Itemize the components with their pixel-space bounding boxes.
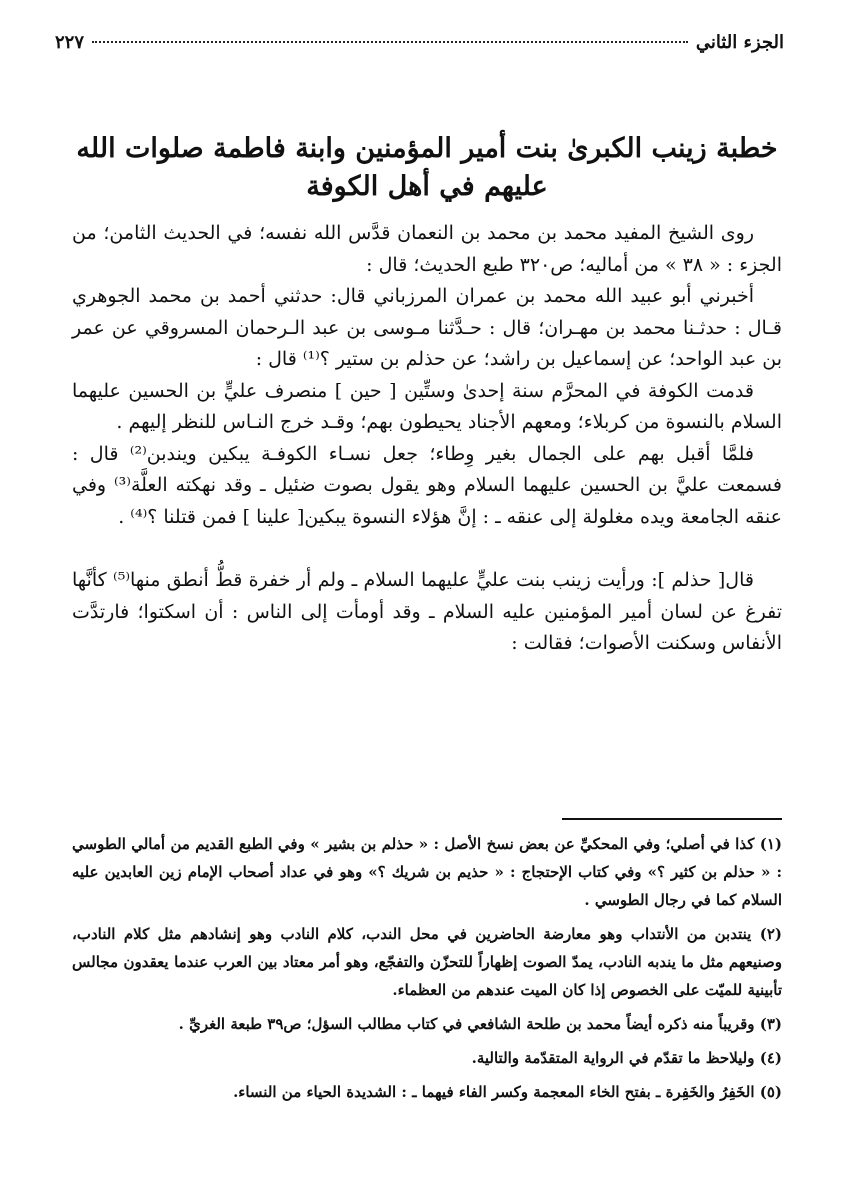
paragraph: أخبرني أبو عبيد الله محمد بن عمران المرزباني قال: حدثني أحمد بن محمد الجوهري قـال : حدثـنا محمد بن مهـران؛ قال : حـدَّثنا مـوسى بن عبد الـرحمان المسروقي عن عمر بن عبد الواحد؛ عن إسماعيل بن راشد؛ عن حذلم بن ستير ؟⁽¹⁾ قال : xyxy=(72,285,782,370)
section-title: خطبة زينب الكبرىٰ بنت أمير المؤمنين وابنة فاطمة صلوات الله عليهم في أهل الكوفة xyxy=(76,133,778,202)
main-text xyxy=(72,218,782,660)
dotted-leader xyxy=(92,41,688,43)
footnotes xyxy=(72,830,782,1112)
footnote: (٢) ينتدبن من الأنتداب وهو معارضة الحاضرين في محل الندب، كلام النادب وهو إنشادهم مثل كلام النادب، وصنيعهم مثل ما يندبه النادب، يمدّ الصوت إظهاراً للتحزّن والتفجّع، وهو أمر معتاد بين العرب عندما يعقدون مجالس تأبينية للميّت على الخصوص إذا كان الميت عندهم من العظماء. xyxy=(72,925,782,999)
page-number: ٢٢٧ xyxy=(55,31,85,53)
footnote: (٣) وقريباً منه ذكره أيضاً محمد بن طلحة الشافعي في كتاب مطالب السؤل؛ ص٣٩ طبعة الغريِّ . xyxy=(178,1015,782,1033)
running-header xyxy=(55,22,784,62)
footnote: (٤) وليلاحظ ما تقدّم في الرواية المتقدّمة والتالية. xyxy=(471,1049,782,1067)
footnote: (١) كذا في أصلي؛ وفي المحكيِّ عن بعض نسخ الأصل : « حذلم بن بشير » وفي الطبع القديم من أمالي الطوسي : « حذلم بن كثير ؟» وفي كتاب الإحتجاج : « حذيم بن شريك ؟» وهو في عداد أصحاب الإمام زين العابدين عليه السلام كما في رجال الطوسي . xyxy=(72,835,782,909)
closing-paragraph: قال[ حذلم ]: ورأيت زينب بنت عليٍّ عليهما السلام ـ ولم أر خفرة قطُّ أنطق منها⁽⁵⁾ كأنَّها تفرغ عن لسان أمير المؤمنين عليه السلام ـ وقد أومأت إلى الناس : أن اسكتوا؛ فارتدَّت الأنفاس وسكنت الأصوات؛ فقالت : xyxy=(72,569,782,654)
paragraph: روى الشيخ المفيد محمد بن محمد بن النعمان قدَّس الله نفسه؛ في الحديث الثامن؛ من الجزء : « ٣٨ » من أماليه؛ ص٣٢٠ طبع الحديث؛ قال : xyxy=(72,222,782,276)
part-label: الجزء الثاني xyxy=(695,31,784,53)
footnote-divider xyxy=(562,818,782,820)
footnote: (٥) الخَفِرُ والخَفِرة ـ بفتح الخاء المعجمة وكسر الفاء فيهما ـ : الشديدة الحياء من النساء. xyxy=(233,1083,782,1101)
paragraph: قدمت الكوفة في المحرَّم سنة إحدىٰ وستِّين [ حين ] منصرف عليٍّ بن الحسين عليهما السلام بالنسوة من كربلاء؛ ومعهم الأجناد يحيطون بهم؛ وقـد خرج النـاس للنظر إليهم . xyxy=(72,379,782,433)
paragraph: فلمَّا أقبل بهم على الجمال بغير وِطاء؛ جعل نسـاء الكوفـة يبكين ويندبن⁽²⁾ قال : فسمعت عليَّ بن الحسين عليهما السلام وهو يقول بصوت ضئيل ـ وقد نهكته العلَّة⁽³⁾ وفي عنقه الجامعة ويده مغلولة إلى عنقه ـ : إنَّ هؤلاء النسوة يبكين[ علينا ] فمن قتلنا ؟⁽⁴⁾ . xyxy=(72,442,782,528)
